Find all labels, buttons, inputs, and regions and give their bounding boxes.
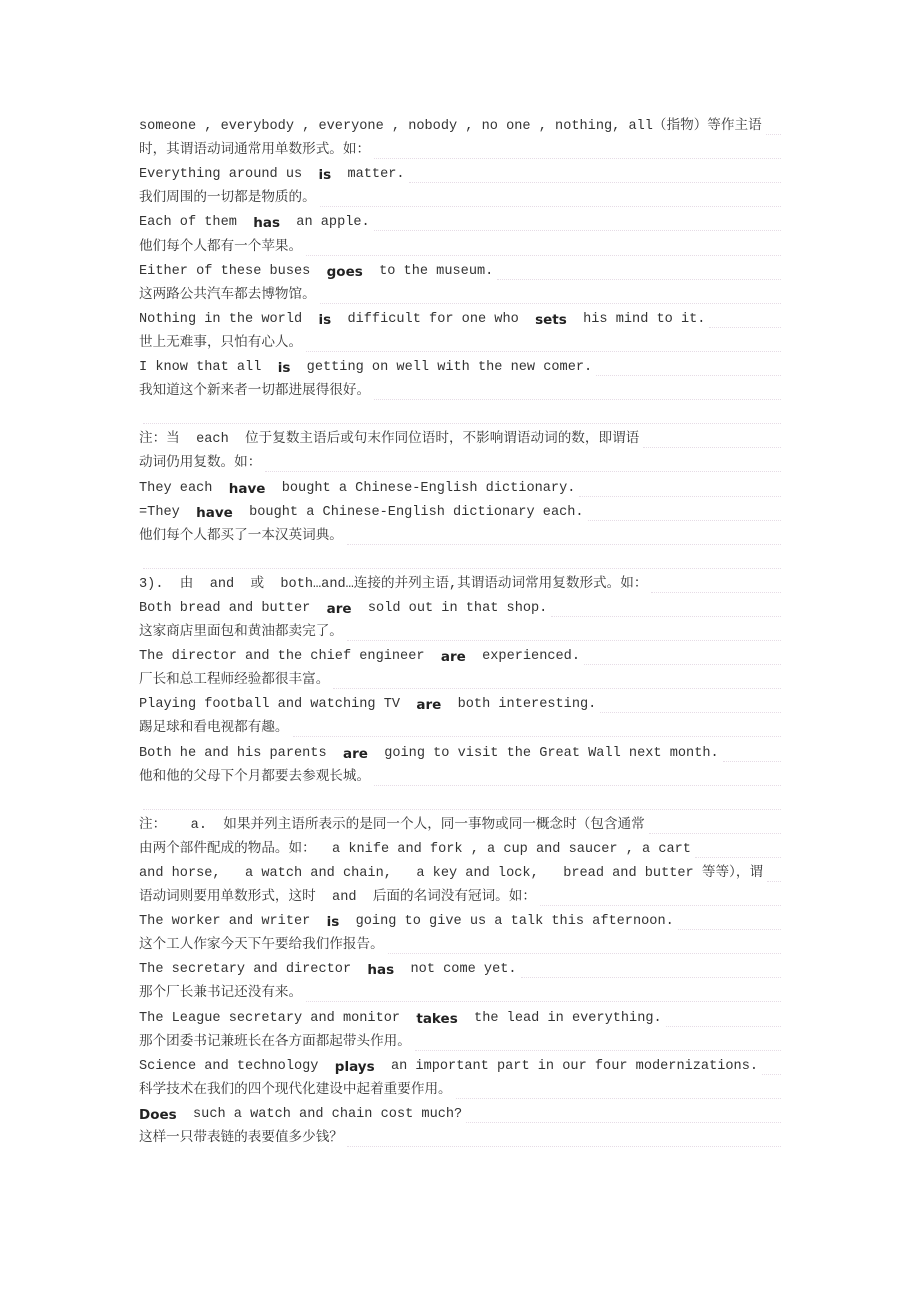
text-segment: such a watch and chain cost much? (176, 1106, 463, 1122)
bold-verb: are (342, 745, 368, 762)
text-line (139, 258, 781, 282)
dotted-rule (766, 133, 781, 135)
dotted-rule (415, 1049, 781, 1051)
text-segment: the lead in everything. (457, 1010, 662, 1026)
bold-verb: takes (416, 1010, 458, 1027)
bold-verb: is (277, 360, 291, 377)
text-line (139, 1004, 781, 1028)
text-segment: The worker and writer (139, 914, 327, 930)
text-line (139, 764, 781, 788)
bold-verb: are (440, 649, 466, 666)
bold-verb: is (326, 914, 340, 931)
text-segment: difficult for one who (331, 311, 536, 327)
text-segment: 注： a. 如果并列主语所表示的是同一个人，同一事物或同一概念时（包含通常 (139, 817, 645, 833)
text-segment: an apple. (279, 215, 370, 231)
text-line (139, 812, 781, 836)
text-line (139, 932, 781, 956)
dotted-rule (466, 1121, 781, 1123)
dotted-rule (588, 519, 781, 521)
text-line (139, 233, 781, 257)
dotted-rule (306, 254, 781, 256)
text-segment: The director and the chief engineer (139, 649, 441, 665)
dotted-rule (347, 639, 781, 641)
bold-verb: are (416, 697, 442, 714)
dotted-rule (762, 1073, 781, 1075)
text-segment: 这个工人作家今天下午要给我们作报告。 (139, 938, 384, 954)
text-segment: 踢足球和看电视都有趣。 (139, 721, 289, 737)
text-line (139, 571, 781, 595)
text-line (139, 595, 781, 619)
text-line (139, 1101, 781, 1125)
text-segment: 注：当 each 位于复数主语后或句末作同位语时，不影响谓语动词的数，即谓语 (139, 432, 640, 448)
bold-verb: are (326, 600, 352, 617)
text-segment: bought a Chinese-English dictionary each. (232, 504, 584, 520)
text-segment: 厂长和总工程师经验都很丰富。 (139, 673, 330, 689)
text-segment: 我知道这个新来者一切都进展得很好。 (139, 384, 371, 400)
bold-verb: is (318, 167, 332, 184)
dotted-rule (666, 1025, 781, 1027)
dotted-rule (600, 711, 781, 713)
text-line (139, 306, 781, 330)
dotted-rule (265, 470, 781, 472)
text-segment: The secretary and director (139, 962, 368, 978)
blank-line (139, 547, 781, 571)
text-segment: 世上无难事，只怕有心人。 (139, 335, 303, 351)
dotted-rule (388, 952, 781, 954)
dotted-rule (320, 302, 781, 304)
text-segment: Each of them (139, 215, 254, 231)
text-segment: Both he and his parents (139, 745, 343, 761)
text-line (139, 643, 781, 667)
dotted-rule (143, 567, 781, 569)
text-segment: 那个厂长兼书记还没有来。 (139, 986, 303, 1002)
dotted-rule (409, 181, 781, 183)
dotted-rule (374, 398, 781, 400)
dotted-rule (293, 735, 781, 737)
text-segment: 科学技术在我们的四个现代化建设中起着重要作用。 (139, 1082, 452, 1098)
text-line (139, 450, 781, 474)
dotted-rule (347, 543, 781, 545)
text-segment: Science and technology (139, 1058, 335, 1074)
text-segment: matter. (331, 167, 405, 183)
text-line (139, 474, 781, 498)
dotted-rule (374, 157, 781, 159)
text-line (139, 956, 781, 980)
dotted-rule (143, 422, 781, 424)
text-line (139, 908, 781, 932)
text-line (139, 739, 781, 763)
text-segment: 由两个部件配成的物品。如： a knife and fork , a cup and saucer , a cart (139, 841, 691, 857)
dotted-rule (456, 1097, 781, 1099)
text-segment: 那个团委书记兼班长在各方面都起带头作用。 (139, 1034, 411, 1050)
dotted-rule (306, 1000, 781, 1002)
text-line (139, 667, 781, 691)
text-line (139, 354, 781, 378)
text-segment: 这家商店里面包和黄油都卖完了。 (139, 625, 343, 641)
text-segment: I know that all (139, 360, 278, 376)
bold-verb: goes (326, 263, 363, 280)
bold-verb: have (196, 504, 233, 521)
text-line (139, 884, 781, 908)
bold-verb: plays (334, 1058, 375, 1075)
text-segment: his mind to it. (566, 311, 706, 327)
dotted-rule (374, 784, 781, 786)
dotted-rule (497, 278, 781, 280)
text-segment: both interesting. (441, 697, 597, 713)
text-segment: 这两路公共汽车都去博物馆。 (139, 287, 316, 303)
dotted-rule (649, 832, 781, 834)
text-segment: 他和他的父母下个月都要去参观长城。 (139, 769, 371, 785)
text-line (139, 499, 781, 523)
dotted-rule (347, 1145, 781, 1147)
text-line (139, 1125, 781, 1149)
dotted-rule (143, 808, 781, 810)
text-segment: not come yet. (394, 962, 517, 978)
text-line (139, 378, 781, 402)
text-segment: 语动词则要用单数形式，这时 and 后面的名词没有冠词。如： (139, 890, 536, 906)
text-segment: 他们每个人都买了一本汉英词典。 (139, 528, 343, 544)
dotted-rule (320, 205, 781, 207)
text-line (139, 836, 781, 860)
text-line (139, 691, 781, 715)
dotted-rule (540, 904, 781, 906)
text-line (139, 619, 781, 643)
dotted-rule (306, 350, 781, 352)
text-segment: Everything around us (139, 167, 319, 183)
text-line (139, 1029, 781, 1053)
text-line (139, 860, 781, 884)
bold-verb: has (253, 215, 280, 232)
dotted-rule (521, 976, 781, 978)
bold-verb: has (367, 962, 395, 979)
text-line (139, 426, 781, 450)
text-line (139, 113, 781, 137)
text-segment: and horse, a watch and chain, a key and lock, bread and butter 等等），谓 (139, 866, 764, 881)
text-segment: going to give us a talk this afternoon. (339, 914, 674, 930)
text-segment: experienced. (465, 649, 580, 665)
text-segment: Both bread and butter (139, 600, 327, 616)
text-segment: 这样一只带表链的表要值多少钱？ (139, 1131, 343, 1147)
text-segment: going to visit the Great Wall next month. (367, 745, 719, 761)
text-line (139, 137, 781, 161)
text-segment: 我们周围的一切都是物质的。 (139, 191, 316, 207)
dotted-rule (596, 374, 781, 376)
text-segment: Either of these buses (139, 263, 327, 279)
text-segment: They each (139, 480, 229, 496)
dotted-rule (723, 760, 781, 762)
text-segment: =They (139, 504, 197, 520)
text-segment: an important part in our four modernizations. (374, 1058, 759, 1074)
text-segment: getting on well with the new comer. (290, 360, 593, 376)
text-line (139, 715, 781, 739)
dotted-rule (678, 928, 781, 930)
text-line (139, 161, 781, 185)
text-line (139, 1053, 781, 1077)
dotted-rule (374, 229, 781, 231)
dotted-rule (643, 446, 781, 448)
dotted-rule (709, 326, 781, 328)
text-line (139, 209, 781, 233)
document-page (139, 113, 781, 1149)
dotted-rule (579, 495, 781, 497)
bold-verb: have (228, 480, 266, 497)
blank-line (139, 788, 781, 812)
bold-verb: Does (139, 1106, 177, 1123)
text-segment: 他们每个人都有一个苹果。 (139, 239, 303, 255)
text-segment: Playing football and watching TV (139, 697, 417, 713)
text-segment: Nothing in the world (139, 311, 319, 327)
blank-line (139, 402, 781, 426)
text-line (139, 185, 781, 209)
text-line (139, 980, 781, 1004)
dotted-rule (767, 880, 781, 882)
text-line (139, 330, 781, 354)
text-line (139, 1077, 781, 1101)
text-segment: someone , everybody , everyone , nobody , no one , nothing, all（指物）等作主语 (139, 119, 762, 135)
text-segment: The League secretary and monitor (139, 1010, 417, 1026)
text-segment: 时，其谓语动词通常用单数形式。如： (139, 143, 371, 159)
text-segment: 3). 由 and 或 both…and…连接的并列主语,其谓语动词常用复数形式。如： (139, 576, 648, 592)
text-segment: to the museum. (362, 263, 494, 279)
bold-verb: is (318, 311, 332, 328)
text-segment: sold out in that shop. (351, 600, 548, 616)
dotted-rule (584, 663, 781, 665)
dotted-rule (695, 856, 781, 858)
dotted-rule (551, 615, 781, 617)
text-line (139, 282, 781, 306)
dotted-rule (333, 687, 781, 689)
dotted-rule (651, 591, 781, 593)
text-line (139, 523, 781, 547)
text-segment: 动词仍用复数。如： (139, 456, 262, 472)
text-segment: bought a Chinese-English dictionary. (265, 480, 576, 496)
bold-verb: sets (535, 311, 567, 328)
